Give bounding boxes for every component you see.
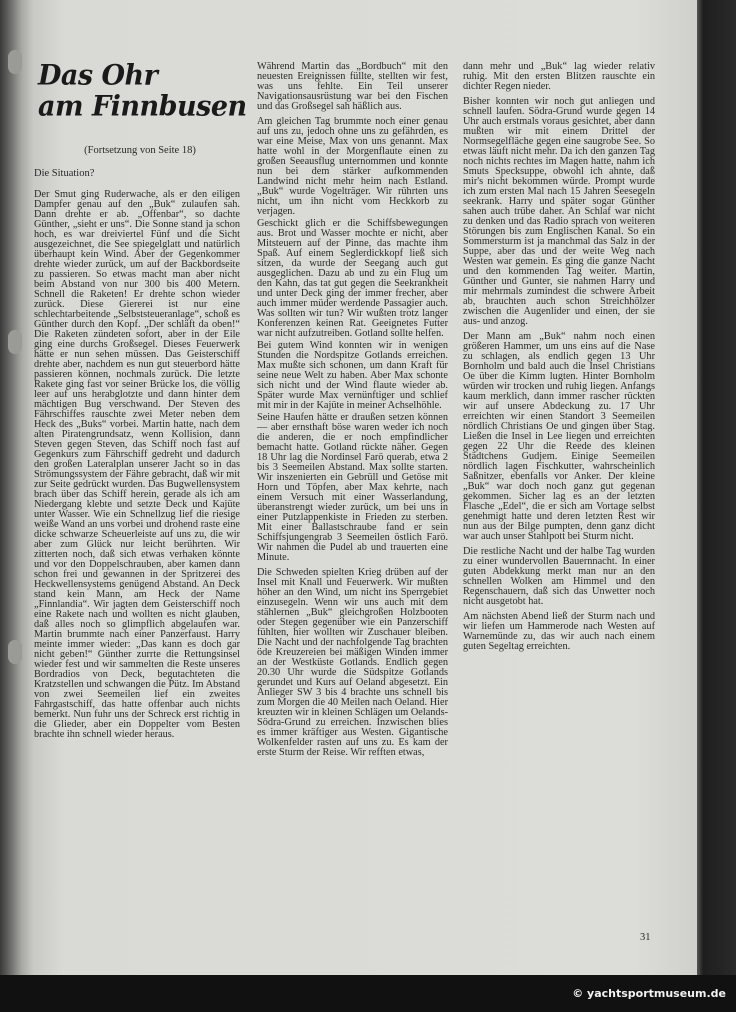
text-column-3	[463, 62, 655, 657]
punch-hole	[8, 330, 22, 354]
paragraph: Der Mann am „Buk“ nahm noch einen größeren Hammer, um uns eins auf die Nase zu schlagen, als endlich gegen 13 Uhr Bornholm und bald auch die Insel Christians Oe über die Kimm lugten. Hinter Bornholm würden wir trocken und ruhig liegen. Anfangs kaum merklich, dann immer rascher rückten wir auf unsere Abdeckung zu. 17 Uhr erreichten wir einen Standort 3 Seemeilen nördlich Christians Oe und gingen über Stag. Ließen die Insel in Lee liegen und erreichten gegen 22 Uhr die Reede des kleinen Städtchens Gudjem. Einige Seemeilen nördlich lagen Fischkutter, wahrscheinlich Saßnitzer, ebenfalls vor Anker. Der kleine „Buk“ war doch noch ganz gut gegenan gekommen. Sicher lag es an der letzten Flasche „Edel“, die er sich am Vortage selbst genehmigt hatte und deren letzten Rest wir nun aus der Bilge pumpten, denn ganz dicht war auch unser Stahlpott bei Sturm nicht.	[463, 331, 655, 542]
article-title	[38, 60, 247, 122]
paragraph: Bisher konnten wir noch gut anliegen und schnell laufen. Södra-Grund wurde gegen 14 Uhr auch erstmals voraus gesichtet, aber dann mußten wir mit einem Drittel der Normsegelfläche gegen eine saugrobe See. So etwas läuft nicht mehr. Da ich den ganzen Tag noch nichts rechtes im Magen hatte, nahm ich Smuts Specksuppe, obwohl ich ahnte, daß mir's nicht bekommen würde. Prompt wurde ich zum ersten Mal nach 15 Jahren Seesegeln seekrank. Harry und später sogar Günther sahen auch trübe daher. An Schlaf war nicht zu denken und das Radio sprach von weiteren Störungen bis zum Englischen Kanal. So ein Sommersturm ist ja manchmal das Salz in der Suppe, aber das und der weite Weg nach Westen war gemein. Es ging die ganze Nacht und den kommenden Tag weiter. Martin, Günther und Gunter, sie nahmen Harry und mir mehrmals zumindest die schwere Arbeit ab, brauchten auch schon Streichhölzer zwischen die Augenlider und einen, der sie aus- und anzog.	[463, 96, 655, 327]
text-column-2	[257, 62, 448, 763]
punch-hole	[8, 50, 22, 74]
paragraph: Am nächsten Abend ließ der Sturm nach und wir liefen um Hammerode nach Westen auf Warnemünde zu, das wir auch nach einem guten Segeltag erreichten.	[463, 611, 655, 652]
copyright-text: © yachtsportmuseum.de	[572, 987, 726, 1000]
title-line: Das Ohr	[38, 59, 158, 92]
paragraph: Während Martin das „Bordbuch“ mit den neuesten Ereignissen füllte, stellten wir fest, was uns fehlte. Ein Teil unserer Navigationsausrüstung war bei den Fischen und das Großsegel sah häßlich aus.	[257, 61, 448, 112]
page-edge-shadow	[697, 0, 736, 975]
paragraph: Bei gutem Wind konnten wir in wenigen Stunden die Nordspitze Gotlands erreichen. Max mußte sich schonen, um dann Kraft für seine neue Welt zu haben. Aber Max schonte sich nicht und der Wind flaute wieder ab. Später wurde Max vernünftiger und schlief mit mir in der Kajüte in meiner Achselhöhle.	[257, 340, 448, 411]
continuation-note: (Fortsetzung von Seite 18)	[84, 145, 196, 156]
paragraph: Am gleichen Tag brummte noch einer genau auf uns zu, jedoch ohne uns zu gefährden, es war eine Meise, Max von uns genannt. Max hatte wohl in der Morgenflaute einen zu großen Seeausflug unternommen und konnte nun bei dem stärker aufkommenden Landwind nicht mehr heim nach Estland. „Buk“ wurde Vogelträger. Wir rührten uns nicht, um ihn nicht vom Heckkorb zu verjagen.	[257, 116, 448, 217]
title-line: am Finnbusen	[38, 90, 247, 123]
text-column-1	[34, 190, 240, 745]
paragraph: Geschickt glich er die Schiffsbewegungen aus. Brot und Wasser mochte er nicht, aber Mitsteuern auf der Pinne, das machte ihm Spaß. Auf einem Seglerdickkopf ließ sich sitzen, da wurde der Seegang auch gut ausgeglichen. Dazu ab und zu ein Flug um den Kahn, das tat gut gegen die Seekrankheit und unter Deck ging der immer frecher, aber auch immer müder werdende Passagier auch. Was sollten wir tun? Wir wußten trotz langer Konferenzen keinen Rat. Geeignetes Futter war nicht aufzutreiben. Gotland sollte helfen.	[257, 218, 448, 339]
paragraph: Die Schweden spielten Krieg drüben auf der Insel mit Knall und Feuerwerk. Wir mußten höher an den Wind, um nicht ins Sperrgebiet einzusegeln. Wenn wir uns auch mit dem stählernen „Buk“ gleichgroßen Holzbooten oder Stegen gegenüber wie ein Panzerschiff fühlten, hier wollten wir Zuschauer bleiben. Die Nacht und der nachfolgende Tag brachten öde Kreuzereien bei mäßigen Winden immer an der Westküste Gotlands. Endlich gegen 20.30 Uhr wurde die Südspitze Gotlands gerundet und Kurs auf Oeland abgesetzt. Ein Anlieger SW 3 bis 4 brachte uns schnell bis zum Morgen die 40 Meilen nach Oeland. Hier kreuzten wir in kleinen Schlägen um Oelands-Södra-Grund zu erreichen. Inzwischen blies es immer kräftiger aus Westen. Gigantische Wolkenfelder rasten auf uns zu. Es kam der erste Sturm der Reise. Wir refften etwas,	[257, 567, 449, 758]
paragraph: Seine Haufen hätte er draußen setzen können — aber ernsthaft böse waren weder ich noch die anderen, die er noch empfindlicher bemacht hatte. Gotland rückte näher. Gegen 18 Uhr lag die Nordinsel Farö querab, etwa 2 bis 3 Seemeilen Abstand. Max sollte starten. Wir inszenierten ein Gebrüll und Getöse mit Horn und Töpfen, aber Max kehrte, nach einem Versuch mit einer Wasserlandung, überanstrengt wieder zurück, um bei uns in einer Putzlappenkiste in Frieden zu sterben. Mit einer Ballastschraube fand er sein Schiffsjungengrab 3 Seemeilen östlich Farö. Wir nahmen die Pudel ab und trauerten eine Minute.	[257, 412, 448, 563]
intro-question: Die Situation?	[34, 168, 95, 179]
page-number: 31	[640, 932, 651, 943]
book-binding-shadow	[0, 0, 34, 975]
paragraph: Der Smut ging Ruderwache, als er den eiligen Dampfer genau auf den „Buk“ zulaufen sah. Dann drehte er ab. „Offenbar“, so dachte Günther, „sieht er uns“. Die Sonne stand ja schon hoch, es war dreiviertel Fünf und die Sicht ausgezeichnet, die See spiegelglatt und natürlich überhaupt kein Wind. Aber der Gegenkommer drehte wieder zurück, um auf der Backbordseite zu passieren. So etwas macht man aber nicht beim Abstand von nur 300 bis 400 Metern. Schnell die Raketen! Er drehte schon wieder zurück. Diese Giererei ist nur eine schlechtarbeitende „Selbststeueranlage“, schoß es Günther durch den Kopf. „Der schläft da oben!“ Die Raketen zündeten sofort, aber in der Eile ging eine durchs Großsegel. Dieses Feuerwerk hätte er nun sehen müssen. Das Geisterschiff drehte aber, nachdem es nun gut steuerbord hätte passieren können, nochmals zurück. Die letzte Rakete ging fast vor seiner Brücke los, die völlig leer auf uns herabglotzte und dann hinter dem mächtigen Bug verschwand. Der Steven des Fährschiffes rauschte zwei Meter neben dem Heck des „Buks“ vorbei. Martin hatte, nach dem alten Piratengrundsatz, wenn Kollision, dann Steven gegen Steven, das Schiff noch fast auf Gegenkurs zum Fährschiff gedreht und dadurch den großen Lateralplan unserer Jacht so in das Strömungssystem der Fähre gebracht, daß wir mit zur Seite gedrückt wurden. Das Bugwellensystem brach über das Schiff herein, gerade als ich am Niedergang klebte und setzte Deck und Kajüte unter Wasser. Wie ein Schnellzug lief die riesige weiße Wand an uns vorbei und drohend raste eine dicke schwarze Scheuerleiste auf uns zu, die wir aber zum Glück nur leicht berührten. Wir zitterten noch, daß sich etwas verhaken könnte und vor den Doppelschrauben, aber kamen dann schon frei und gewannen in der Spritzerei des Heckwellensystems genügend Abstand. An Deck stand kein Mann, am Heck der Name „Finnlandia“. Wir jagten dem Geisterschiff noch eine Rakete nach und wollten es nicht glauben, daß alles noch so glimpflich abgelaufen war. Martin brummte nach einer Panzerfaust. Harry meinte immer wieder: „Das kann es doch gar nicht geben!“ Günther zurrte die Rettungsinsel wieder fest und wir sammelten die Reste unseres Bordradios von Deck, begutachteten die Kratzstellen und schwangen die Pütz. Im Abstand von zwei Seemeilen lief ein zweites Fahrgastschiff, das hatte offenbar auch nichts bemerkt. Nun fuhr uns der Schreck erst richtig in die Glieder, aber ein Doppelter vom Besten brachte ihn schnell wieder heraus.	[34, 189, 240, 740]
paragraph: Die restliche Nacht und der halbe Tag wurden zu einer wundervollen Bauernnacht. In einer guten Abdekkung merkt man nur an den schnellen Wolken am Himmel und den Regenschauern, daß sich das Unwetter noch nicht ausgetobt hat.	[463, 546, 655, 607]
punch-hole	[8, 640, 22, 664]
paragraph: dann mehr und „Buk“ lag wieder relativ ruhig. Mit den ersten Blitzen rauschte ein dichter Regen nieder.	[463, 61, 655, 92]
footer-bar	[0, 975, 736, 1012]
